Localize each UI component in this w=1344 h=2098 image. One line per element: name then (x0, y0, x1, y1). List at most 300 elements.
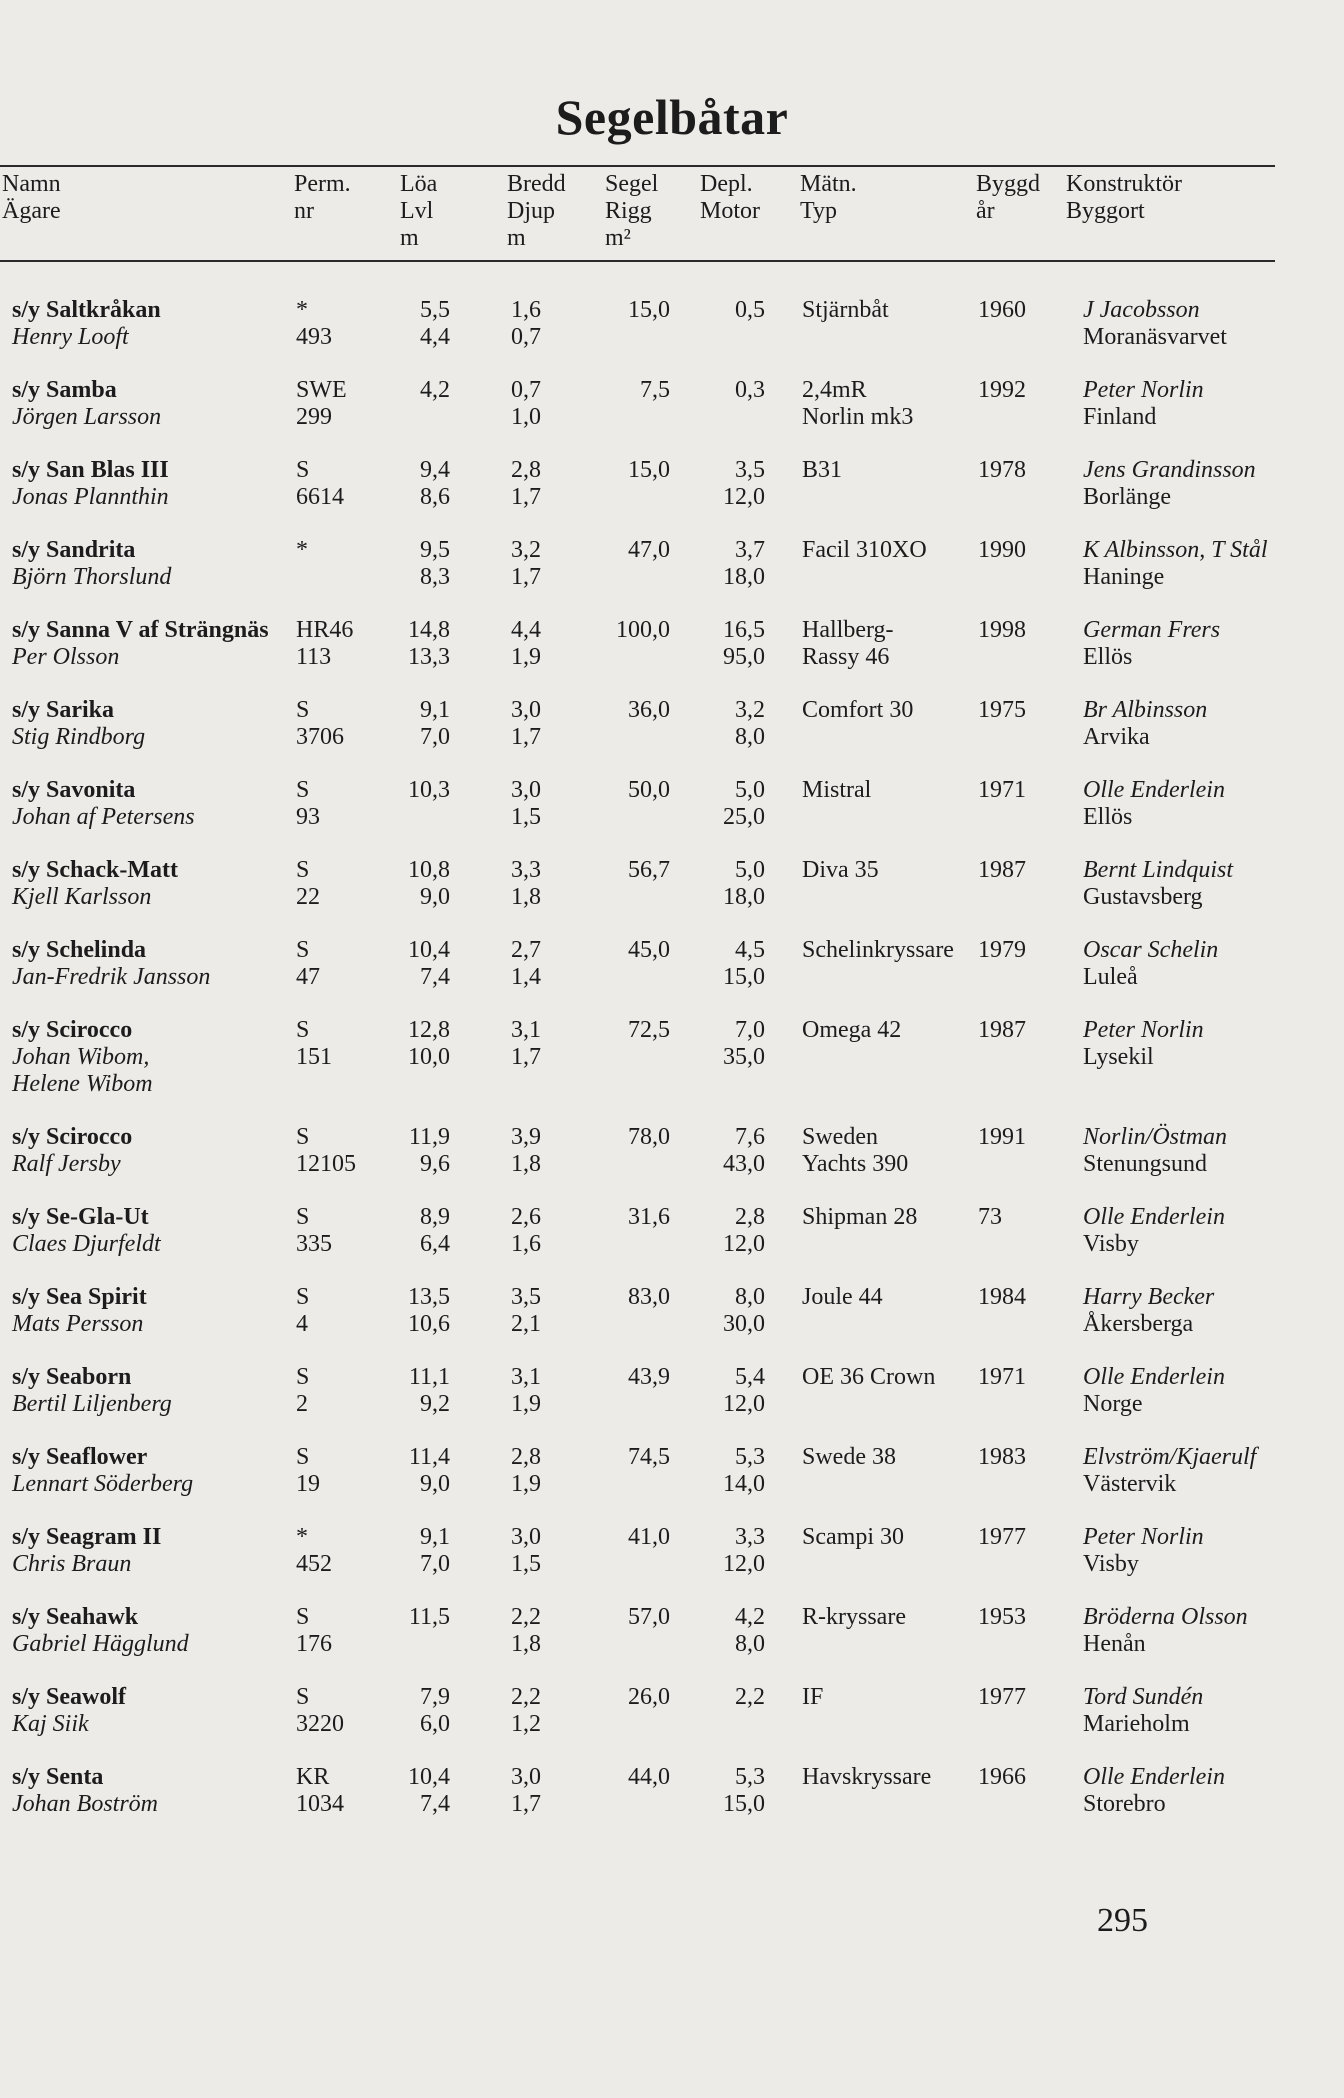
cell-typ2 (802, 1791, 931, 1818)
cell-bredd (511, 297, 541, 351)
cell-loa (408, 857, 450, 911)
cell-segel (628, 1017, 670, 1044)
cell-loa: 14,8 (408, 617, 450, 643)
cell-depl: 3,2 (735, 697, 765, 723)
cell-depl: 3,3 (735, 1524, 765, 1550)
cell-typ2 (802, 1391, 935, 1418)
cell-segel: 72,5 (628, 1017, 670, 1043)
cell-designer (1083, 1017, 1204, 1071)
cell-typ2 (802, 1711, 823, 1738)
cell-motor: 25,0 (723, 804, 765, 830)
cell-depl: 4,5 (735, 937, 765, 963)
cell-typ2 (802, 564, 927, 591)
cell-segel: 7,5 (640, 377, 670, 403)
cell-perm1: * (296, 1524, 308, 1550)
cell-typ2: Rassy 46 (802, 644, 890, 670)
cell-designer (1083, 537, 1268, 591)
cell-bredd (511, 1764, 541, 1818)
cell-bredd (511, 1684, 541, 1738)
cell-depl (723, 457, 765, 511)
cell-perm (296, 777, 320, 831)
cell-depl: 0,5 (735, 297, 765, 323)
cell-year: 73 (978, 1204, 1002, 1230)
header-loa (400, 171, 437, 252)
cell-typ1: Stjärnbåt (802, 297, 889, 323)
cell-perm (296, 1604, 332, 1658)
cell-segel: 56,7 (628, 857, 670, 883)
cell-name: s/y Savonita (12, 777, 136, 803)
cell-year: 1984 (978, 1284, 1026, 1310)
cell-segel (628, 297, 670, 324)
cell-typ (802, 857, 879, 911)
cell-loa (408, 777, 450, 831)
cell-loa (409, 1604, 450, 1658)
cell-loa (420, 1524, 450, 1578)
table-row (0, 1124, 1344, 1204)
cell-name (12, 1017, 153, 1098)
cell-djup: 1,7 (511, 1791, 541, 1817)
cell-name: s/y Seaborn (12, 1364, 132, 1390)
cell-year (978, 297, 1026, 324)
cell-perm1: S (296, 1204, 310, 1230)
cell-owner: Johan Wibom, (12, 1044, 150, 1070)
cell-perm (296, 537, 308, 591)
cell-year (978, 1204, 1002, 1231)
cell-year (978, 1284, 1026, 1311)
cell-name (12, 857, 178, 911)
cell-bredd: 3,9 (511, 1124, 541, 1150)
page-title: Segelbåtar (555, 89, 789, 145)
cell-djup: 1,7 (511, 724, 541, 750)
cell-bredd: 3,2 (511, 537, 541, 563)
table-row (0, 1444, 1344, 1524)
cell-djup: 1,9 (511, 1391, 541, 1417)
cell-perm (296, 377, 347, 431)
cell-typ2 (802, 1231, 917, 1258)
header-depl-line1: Depl. (700, 171, 753, 197)
cell-djup: 1,4 (511, 964, 541, 990)
cell-designer: Bernt Lindquist (1083, 857, 1234, 883)
cell-loa: 10,4 (408, 1764, 450, 1790)
cell-year: 1975 (978, 697, 1026, 723)
cell-bredd: 3,0 (511, 1524, 541, 1550)
cell-segel: 15,0 (628, 297, 670, 323)
table-row (0, 777, 1344, 857)
cell-year (978, 937, 1026, 964)
cell-perm1: HR46 (296, 617, 354, 643)
cell-loa: 10,8 (408, 857, 450, 883)
header-konstruktor-line1: Konstruktör (1066, 171, 1182, 197)
table-row (0, 1764, 1344, 1844)
cell-bredd (511, 1284, 541, 1338)
cell-place: Arvika (1083, 724, 1150, 750)
header-loa-line2: Lvl (400, 198, 434, 224)
cell-perm1: * (296, 537, 308, 563)
cell-lvl: 6,4 (420, 1231, 450, 1257)
header-segel-line3: m² (605, 225, 631, 251)
cell-name (12, 1684, 126, 1738)
cell-perm2: 3220 (296, 1711, 344, 1737)
cell-name (12, 1124, 132, 1178)
table-row (0, 1604, 1344, 1684)
cell-depl (723, 1017, 765, 1071)
cell-name (12, 1364, 172, 1418)
cell-perm2: 176 (296, 1631, 332, 1657)
cell-typ1: IF (802, 1684, 824, 1710)
cell-bredd (511, 1364, 541, 1418)
cell-year (978, 697, 1026, 724)
cell-designer (1083, 1684, 1203, 1738)
cell-bredd (511, 1124, 541, 1178)
cell-segel: 100,0 (616, 617, 670, 643)
cell-name: s/y Sarika (12, 697, 115, 723)
cell-year: 1953 (978, 1604, 1026, 1630)
cell-typ1: Omega 42 (802, 1017, 902, 1043)
cell-segel (628, 937, 670, 964)
cell-owner: Björn Thorslund (12, 564, 172, 590)
cell-lvl: 9,0 (420, 884, 450, 910)
cell-perm2: 22 (296, 884, 320, 910)
cell-name (12, 1604, 189, 1658)
cell-depl: 5,3 (735, 1444, 765, 1470)
cell-depl: 2,2 (735, 1684, 765, 1710)
cell-depl (723, 1204, 765, 1258)
cell-year (978, 1124, 1026, 1151)
header-bredd (507, 171, 566, 252)
cell-bredd: 2,7 (511, 937, 541, 963)
cell-typ2 (802, 804, 871, 831)
cell-lvl: 9,6 (420, 1151, 450, 1177)
cell-perm1: S (296, 1684, 310, 1710)
cell-perm1: S (296, 937, 310, 963)
cell-bredd (511, 1204, 541, 1258)
cell-motor: 30,0 (723, 1311, 765, 1337)
cell-typ (802, 457, 842, 511)
cell-motor: 95,0 (723, 644, 765, 670)
cell-bredd (511, 1524, 541, 1578)
cell-year: 1977 (978, 1524, 1026, 1550)
cell-perm (296, 697, 344, 751)
cell-perm1: S (296, 1364, 310, 1390)
cell-depl: 16,5 (723, 617, 765, 643)
cell-designer: Olle Enderlein (1083, 1204, 1225, 1230)
cell-typ (802, 1684, 823, 1738)
cell-designer (1083, 297, 1227, 351)
cell-depl (723, 857, 765, 911)
cell-depl (723, 1364, 765, 1418)
cell-motor: 12,0 (723, 1391, 765, 1417)
cell-loa: 10,3 (408, 777, 450, 803)
cell-typ1: R-kryssare (802, 1604, 906, 1630)
cell-perm2: 4 (296, 1311, 308, 1337)
cell-bredd: 2,8 (511, 1444, 541, 1470)
cell-owner: Bertil Liljenberg (12, 1391, 172, 1417)
cell-typ (802, 777, 871, 831)
cell-owner: Per Olsson (12, 644, 120, 670)
cell-lvl: 10,0 (408, 1044, 450, 1070)
cell-year: 1998 (978, 617, 1026, 643)
cell-year: 1971 (978, 777, 1026, 803)
cell-typ1: 2,4mR (802, 377, 867, 403)
cell-name (12, 617, 269, 671)
cell-year (978, 1764, 1026, 1791)
header-konstruktor-line2: Byggort (1066, 198, 1145, 224)
cell-typ (802, 377, 913, 431)
cell-owner: Jan-Fredrik Jansson (12, 964, 211, 990)
cell-typ (802, 1284, 883, 1338)
cell-motor: 18,0 (723, 884, 765, 910)
cell-name: s/y Seawolf (12, 1684, 126, 1710)
cell-typ1: B31 (802, 457, 843, 483)
cell-bredd: 2,8 (511, 457, 541, 483)
cell-bredd: 4,4 (511, 617, 541, 643)
cell-djup: 1,0 (511, 404, 541, 430)
cell-typ1: Comfort 30 (802, 697, 914, 723)
cell-designer: Olle Enderlein (1083, 777, 1225, 803)
cell-perm2: 1034 (296, 1791, 344, 1817)
header-byggd (976, 171, 1040, 225)
cell-designer (1083, 1764, 1225, 1818)
cell-segel (628, 537, 670, 564)
cell-designer: Jens Grandinsson (1083, 457, 1256, 483)
cell-depl: 5,0 (735, 777, 765, 803)
cell-designer: K Albinsson, T Stål (1083, 537, 1268, 563)
table-row (0, 697, 1344, 777)
cell-name: s/y Se-Gla-Ut (12, 1204, 149, 1230)
cell-perm (296, 1524, 332, 1578)
table-row (0, 1204, 1344, 1284)
cell-designer: J Jacobsson (1083, 297, 1200, 323)
cell-bredd (511, 377, 541, 431)
cell-perm2: 6614 (296, 484, 344, 510)
cell-loa: 7,9 (420, 1684, 450, 1710)
cell-place: Haninge (1083, 564, 1165, 590)
cell-motor: 14,0 (723, 1471, 765, 1497)
cell-depl: 5,3 (735, 1764, 765, 1790)
table-row (0, 297, 1344, 377)
cell-segel (628, 697, 670, 724)
cell-segel: 50,0 (628, 777, 670, 803)
cell-perm (296, 617, 353, 671)
cell-typ (802, 1204, 917, 1258)
table-row (0, 937, 1344, 1017)
cell-place: Borlänge (1083, 484, 1171, 510)
cell-bredd: 3,5 (511, 1284, 541, 1310)
header-segel-line1: Segel (605, 171, 659, 197)
cell-perm2 (296, 564, 308, 591)
cell-segel: 57,0 (628, 1604, 670, 1630)
cell-segel (628, 1764, 670, 1791)
cell-lvl: 8,6 (420, 484, 450, 510)
cell-depl (723, 1524, 765, 1578)
cell-owner: Gabriel Hägglund (12, 1631, 189, 1657)
cell-bredd: 3,1 (511, 1364, 541, 1390)
cell-depl (735, 1604, 765, 1658)
table-row (0, 1017, 1344, 1097)
cell-perm (296, 1017, 332, 1071)
cell-bredd (511, 937, 541, 991)
cell-typ2 (802, 1471, 896, 1498)
cell-year: 1971 (978, 1364, 1026, 1390)
header-bredd-line2: Djup (507, 198, 555, 224)
cell-typ (802, 1364, 935, 1418)
cell-typ (802, 1124, 908, 1178)
cell-owner: Claes Djurfeldt (12, 1231, 161, 1257)
cell-perm2: 335 (296, 1231, 332, 1257)
cell-lvl: 8,3 (420, 564, 450, 590)
cell-owner2: Helene Wibom (12, 1071, 153, 1097)
cell-bredd (511, 697, 541, 751)
cell-place: Ellös (1083, 644, 1133, 670)
cell-year: 1992 (978, 377, 1026, 403)
cell-motor: 15,0 (723, 1791, 765, 1817)
cell-segel (628, 857, 670, 884)
cell-designer: Peter Norlin (1083, 377, 1204, 403)
cell-perm2: 93 (296, 804, 320, 830)
cell-djup: 2,1 (511, 1311, 541, 1337)
cell-loa: 12,8 (408, 1017, 450, 1043)
cell-designer: Norlin/Östman (1083, 1124, 1228, 1150)
cell-bredd: 2,2 (511, 1604, 541, 1630)
cell-depl (735, 377, 765, 431)
cell-name (12, 1524, 161, 1578)
cell-year (978, 1017, 1026, 1044)
cell-segel (628, 777, 670, 804)
cell-typ1: OE 36 Crown (802, 1364, 936, 1390)
cell-name (12, 1444, 193, 1498)
cell-typ (802, 617, 894, 671)
cell-djup: 1,9 (511, 644, 541, 670)
cell-djup: 1,8 (511, 1631, 541, 1657)
cell-year: 1983 (978, 1444, 1026, 1470)
cell-djup: 1,8 (511, 1151, 541, 1177)
cell-lvl: 9,0 (420, 1471, 450, 1497)
cell-designer (1083, 777, 1225, 831)
cell-bredd: 3,0 (511, 777, 541, 803)
cell-perm2: 19 (296, 1471, 320, 1497)
cell-bredd: 2,2 (511, 1684, 541, 1710)
cell-designer: Oscar Schelin (1083, 937, 1219, 963)
cell-depl: 5,4 (735, 1364, 765, 1390)
cell-designer (1083, 1124, 1227, 1178)
cell-lvl (420, 404, 450, 431)
cell-designer: Olle Enderlein (1083, 1764, 1225, 1790)
cell-segel: 31,6 (628, 1204, 670, 1230)
cell-lvl: 7,4 (420, 1791, 450, 1817)
cell-name: s/y Sandrita (12, 537, 136, 563)
header-byggd-line1: Byggd (976, 171, 1041, 197)
cell-place: Visby (1083, 1551, 1139, 1577)
cell-designer (1083, 617, 1220, 671)
cell-segel: 36,0 (628, 697, 670, 723)
cell-motor: 18,0 (723, 564, 765, 590)
cell-typ (802, 937, 954, 991)
cell-loa: 9,1 (420, 1524, 450, 1550)
cell-depl (723, 777, 765, 831)
cell-depl (735, 1684, 765, 1738)
cell-name: s/y Schack-Matt (12, 857, 178, 883)
cell-depl (723, 617, 765, 671)
cell-loa: 13,5 (408, 1284, 450, 1310)
cell-djup: 1,7 (511, 484, 541, 510)
header-segel (605, 171, 658, 252)
cell-loa (420, 457, 450, 511)
cell-depl (723, 1764, 765, 1818)
cell-segel (628, 1444, 670, 1471)
cell-typ1: Swede 38 (802, 1444, 896, 1470)
cell-designer: Peter Norlin (1083, 1017, 1204, 1043)
cell-year: 1991 (978, 1124, 1026, 1150)
cell-segel: 47,0 (628, 537, 670, 563)
cell-year (978, 377, 1026, 404)
header-perm-line2: nr (294, 198, 314, 224)
cell-year (978, 1444, 1026, 1471)
cell-lvl: 9,2 (420, 1391, 450, 1417)
cell-segel: 44,0 (628, 1764, 670, 1790)
cell-designer (1083, 1204, 1225, 1258)
cell-year: 1987 (978, 857, 1026, 883)
cell-djup: 1,5 (511, 1551, 541, 1577)
header-perm (294, 171, 351, 225)
cell-owner: Henry Looft (12, 324, 129, 350)
cell-year (978, 1524, 1026, 1551)
cell-year (978, 1364, 1026, 1391)
cell-segel (628, 1604, 670, 1631)
cell-perm2: 3706 (296, 724, 344, 750)
cell-loa (409, 1364, 450, 1418)
cell-place: Norge (1083, 1391, 1143, 1417)
page-number: 295 (1097, 1902, 1148, 1939)
cell-depl (735, 297, 765, 351)
cell-name (12, 777, 195, 831)
cell-place: Lysekil (1083, 1044, 1154, 1070)
cell-motor (735, 404, 765, 431)
cell-owner: Jonas Plannthin (12, 484, 169, 510)
cell-typ2 (802, 964, 954, 991)
cell-name: s/y Scirocco (12, 1124, 133, 1150)
cell-name (12, 697, 145, 751)
cell-segel: 41,0 (628, 1524, 670, 1550)
cell-place: Marieholm (1083, 1711, 1190, 1737)
cell-owner: Johan af Petersens (12, 804, 195, 830)
cell-name: s/y Saltkråkan (12, 297, 161, 323)
cell-perm1: SWE (296, 377, 347, 403)
cell-motor: 43,0 (723, 1151, 765, 1177)
header-name-line2: Ägare (2, 198, 61, 224)
cell-name: s/y Seahawk (12, 1604, 139, 1630)
cell-bredd: 3,0 (511, 697, 541, 723)
cell-year (978, 617, 1026, 644)
header-name (2, 171, 61, 225)
cell-name: s/y Schelinda (12, 937, 147, 963)
cell-perm1: S (296, 1284, 310, 1310)
cell-owner: Lennart Söderberg (12, 1471, 194, 1497)
cell-depl: 3,7 (735, 537, 765, 563)
cell-motor: 35,0 (723, 1044, 765, 1070)
cell-depl: 4,2 (735, 1604, 765, 1630)
cell-typ2 (802, 1631, 906, 1658)
cell-loa (409, 1444, 450, 1498)
table-row (0, 377, 1344, 457)
cell-typ2 (802, 1551, 904, 1578)
cell-motor (735, 1711, 765, 1738)
cell-typ (802, 297, 889, 351)
cell-designer: Olle Enderlein (1083, 1364, 1225, 1390)
cell-year: 1987 (978, 1017, 1026, 1043)
cell-designer: Br Albinsson (1083, 697, 1208, 723)
cell-lvl: 7,0 (420, 1551, 450, 1577)
cell-segel (628, 1124, 670, 1151)
